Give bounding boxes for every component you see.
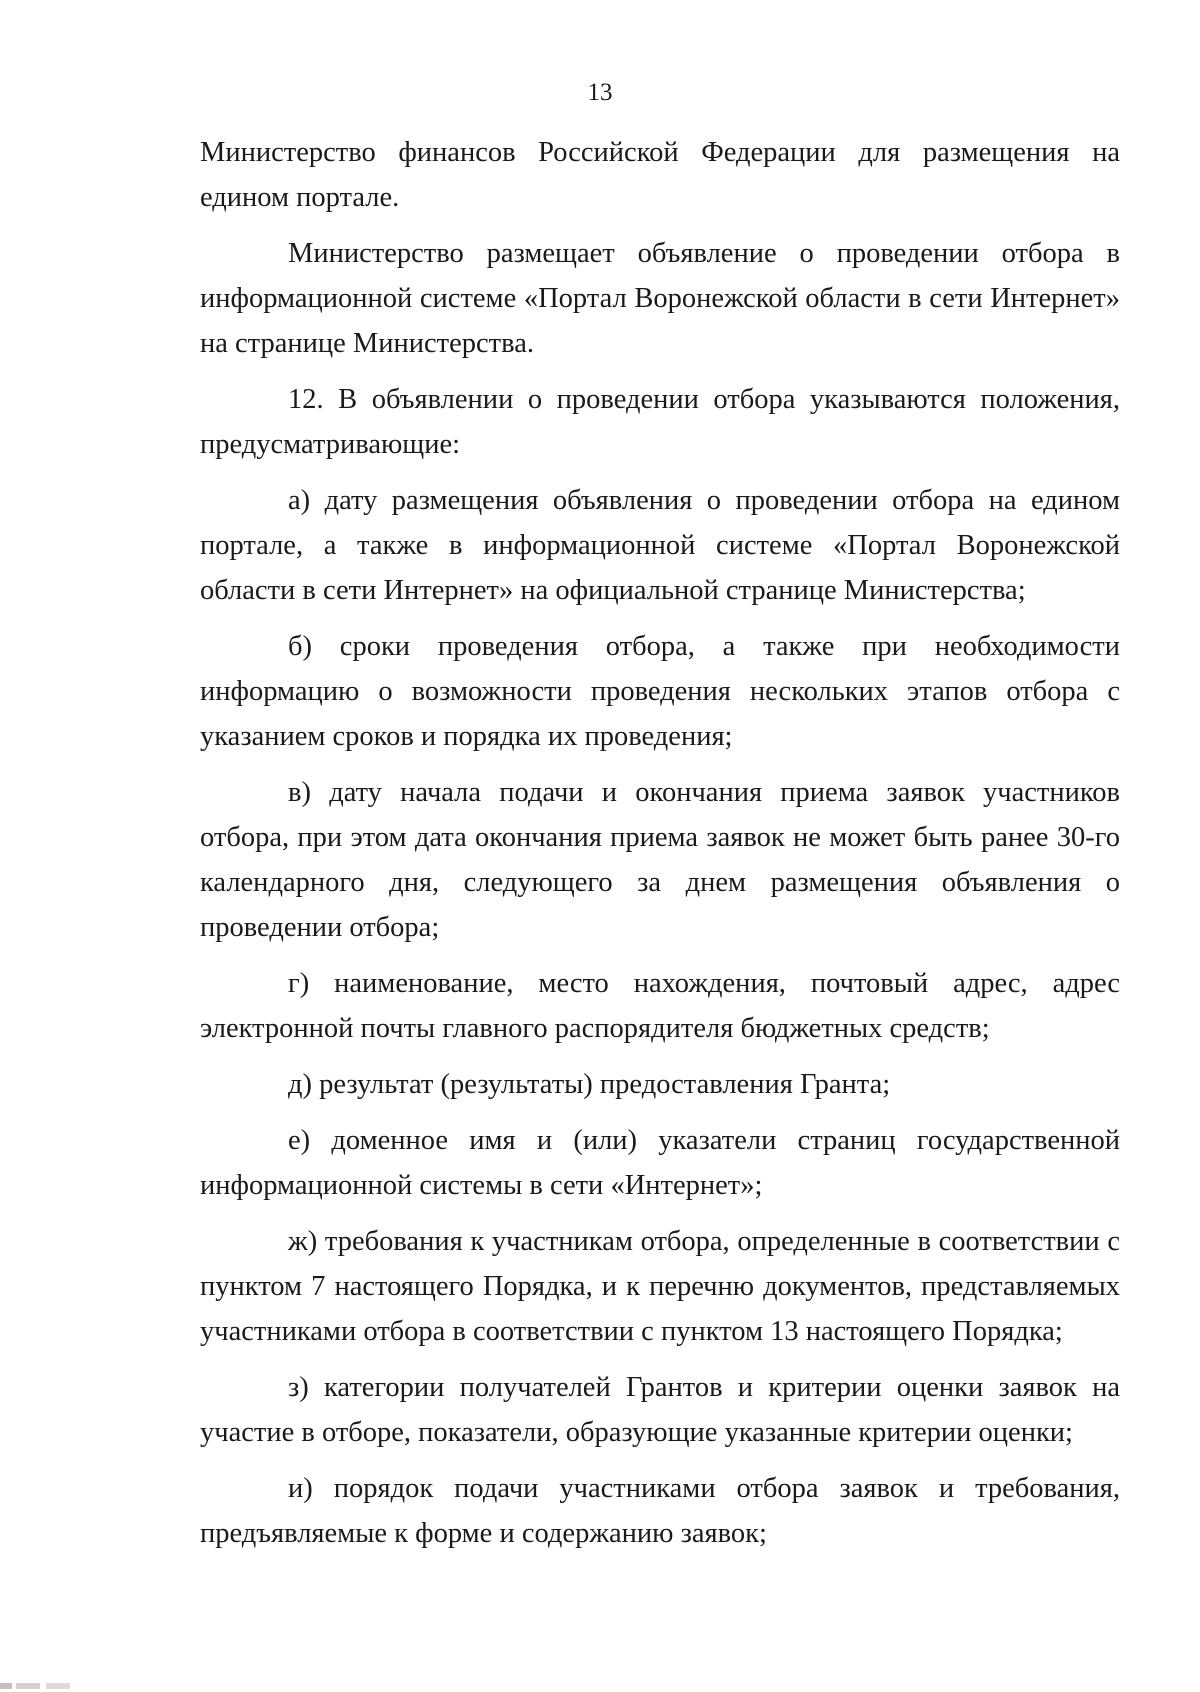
- paragraph-item-12: 12. В объявлении о проведении отбора указываются положения, предусматривающие:: [200, 384, 1120, 460]
- paragraph-ministry-publication: Министерство размещает объявление о проведении отбора в информационной системе «Портал Воронежской области в сети Интернет» на странице Министерства.: [200, 238, 1120, 359]
- list-item-b: б) сроки проведения отбора, а также при необходимости информацию о возможности проведения нескольких этапов отбора с указанием сроков и порядка их проведения;: [200, 631, 1120, 752]
- list-item-d: д) результат (результаты) предоставления Гранта;: [288, 1069, 891, 1100]
- list-item-zh: ж) требования к участникам отбора, определенные в соответствии с пунктом 7 настоящего Порядка, и к перечню документов, представляемых участниками отбора в соответствии с пунктом 13 настоящего Порядка;: [200, 1226, 1120, 1347]
- paragraph-continuation: Министерство финансов Российской Федерации для размещения на едином портале.: [200, 137, 1120, 213]
- document-body: [200, 130, 1120, 1567]
- list-item-a: а) дату размещения объявления о проведении отбора на едином портале, а также в информационной системе «Портал Воронежской области в сети Интернет» на официальной странице Министерства;: [200, 485, 1120, 606]
- scan-artifact-mark: [0, 1683, 92, 1689]
- page-number: 13: [587, 79, 613, 106]
- list-item-v: в) дату начала подачи и окончания приема заявок участников отбора, при этом дата окончания приема заявок не может быть ранее 30-го календарного дня, следующего за днем размещения объявления о проведении отбора;: [200, 777, 1120, 943]
- list-item-z: з) категории получателей Грантов и критерии оценки заявок на участие в отборе, показатели, образующие указанные критерии оценки;: [200, 1372, 1120, 1448]
- list-item-e: е) доменное имя и (или) указатели страниц государственной информационной системы в сети «Интернет»;: [200, 1125, 1120, 1201]
- list-item-g: г) наименование, место нахождения, почтовый адрес, адрес электронной почты главного распорядителя бюджетных средств;: [200, 968, 1120, 1044]
- list-item-i: и) порядок подачи участниками отбора заявок и требования, предъявляемые к форме и содержанию заявок;: [200, 1473, 1120, 1549]
